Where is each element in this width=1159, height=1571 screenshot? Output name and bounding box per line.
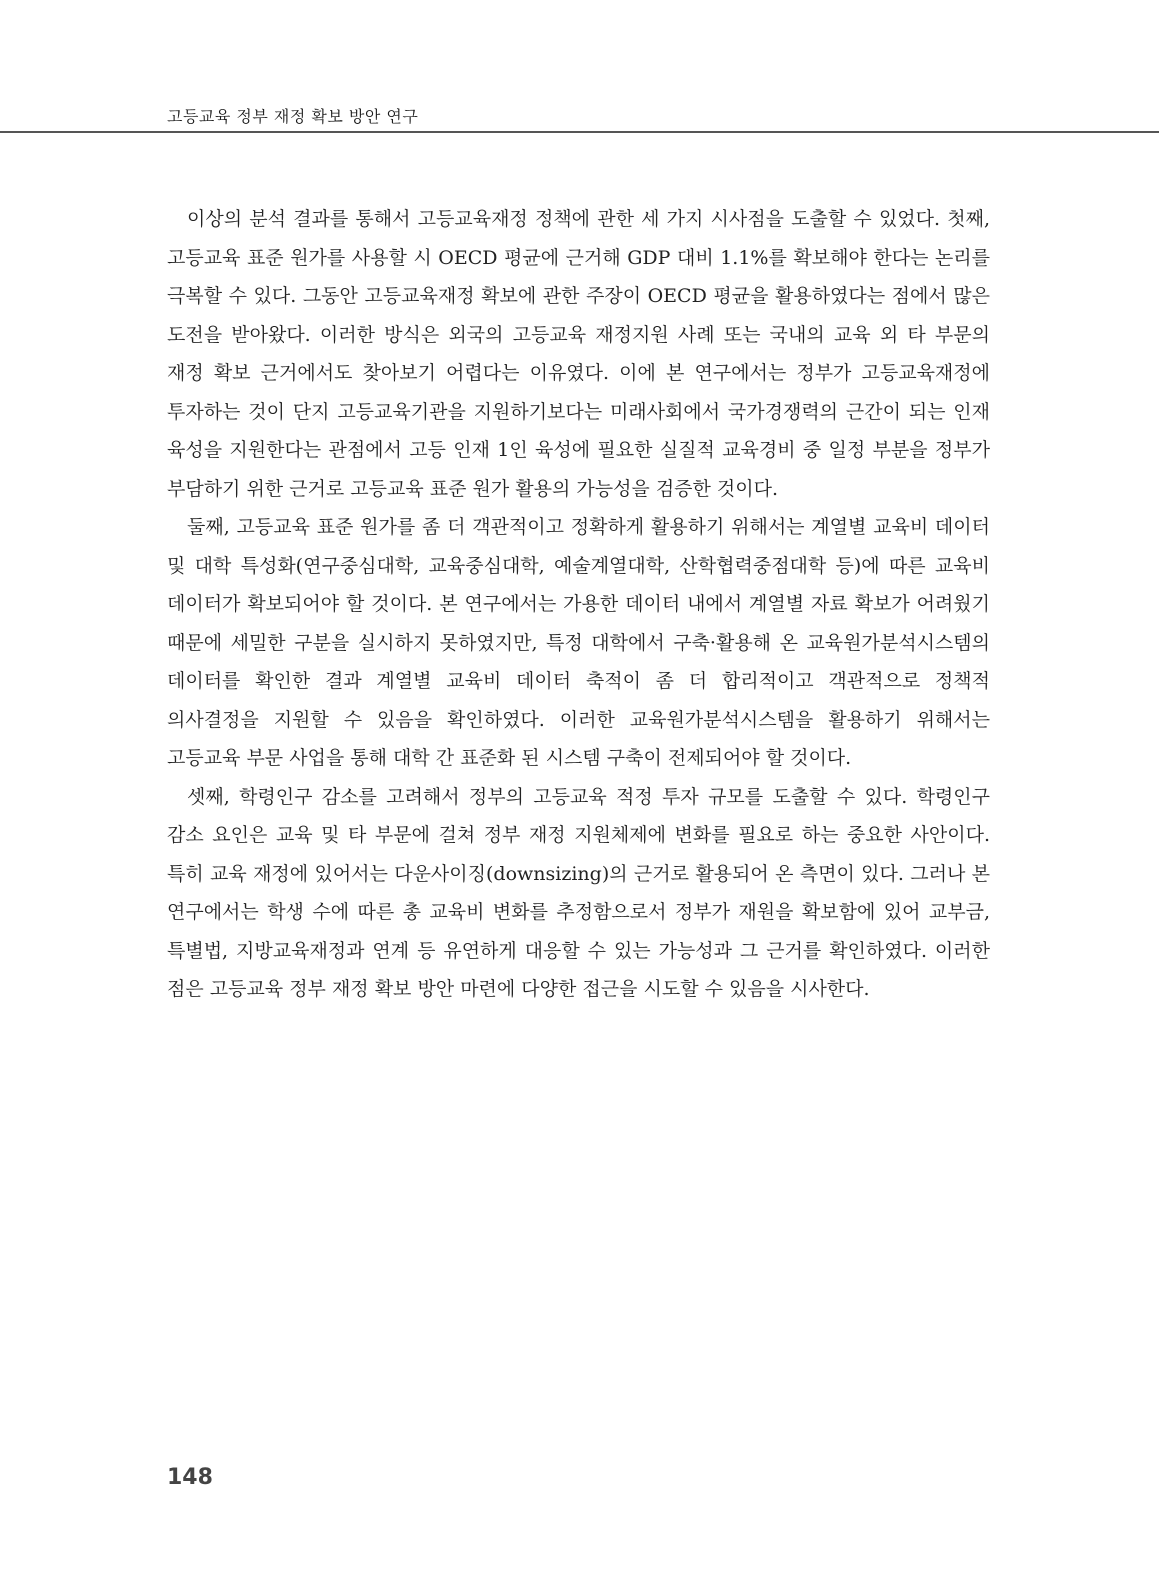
- paragraph-3: 셋째, 학령인구 감소를 고려해서 정부의 고등교육 적정 투자 규모를 도출할 수 있다. 학령인구 감소 요인은 교육 및 타 부문에 걸쳐 정부 재정 지원체제에 변화를 필요로 하는 중요한 사안이다. 특히 교육 재정에 있어서는 다운사이징(downsizing)의 근거로 활용되어 온 측면이 있다. 그러나 본 연구에서는 학생 수에 따른 총 교육비 변화를 추정함으로서 정부가 재원을 확보함에 있어 교부금, 특별법, 지방교육재정과 연계 등 유연하게 대응할 수 있는 가능성과 그 근거를 확인하였다. 이러한 점은 고등교육 정부 재정 확보 방안 마련에 다양한 접근을 시도할 수 있음을 시사한다.: [167, 785, 990, 1000]
- paragraph-2: 둘째, 고등교육 표준 원가를 좀 더 객관적이고 정확하게 활용하기 위해서는 계열별 교육비 데이터 및 대학 특성화(연구중심대학, 교육중심대학, 예술계열대학, 산학협력중점대학 등)에 따른 교육비 데이터가 확보되어야 할 것이다. 본 연구에서는 가용한 데이터 내에서 계열별 자료 확보가 어려웠기 때문에 세밀한 구분을 실시하지 못하였지만, 특정 대학에서 구축·활용해 온 교육원가분석시스템의 데이터를 확인한 결과 계열별 교육비 데이터 축적이 좀 더 합리적이고 객관적으로 정책적 의사결정을 지원할 수 있음을 확인하였다. 이러한 교육원가분석시스템을 활용하기 위해서는 고등교육 부문 사업을 통해 대학 간 표준화 된 시스템 구축이 전제되어야 할 것이다.: [167, 516, 990, 769]
- paragraph-1: 이상의 분석 결과를 통해서 고등교육재정 정책에 관한 세 가지 시사점을 도출할 수 있었다. 첫째, 고등교육 표준 원가를 사용할 시 OECD 평균에 근거해 GDP 대비 1.1%를 확보해야 한다는 논리를 극복할 수 있다. 그동안 고등교육재정 확보에 관한 주장이 OECD 평균을 활용하였다는 점에서 많은 도전을 받아왔다. 이러한 방식은 외국의 고등교육 재정지원 사례 또는 국내의 교육 외 타 부문의 재정 확보 근거에서도 찾아보기 어렵다는 이유였다. 이에 본 연구에서는 정부가 고등교육재정에 투자하는 것이 단지 고등교육기관을 지원하기보다는 미래사회에서 국가경쟁력의 근간이 되는 인재 육성을 지원한다는 관점에서 고등 인재 1인 육성에 필요한 실질적 교육경비 중 일정 부분을 정부가 부담하기 위한 근거로 고등교육 표준 원가 활용의 가능성을 검증한 것이다.: [167, 208, 990, 500]
- body-text: [167, 200, 990, 1009]
- running-header-title: 고등교육 정부 재정 확보 방안 연구: [167, 107, 419, 126]
- page-number: 148: [167, 1465, 213, 1490]
- header-divider: [0, 131, 1159, 133]
